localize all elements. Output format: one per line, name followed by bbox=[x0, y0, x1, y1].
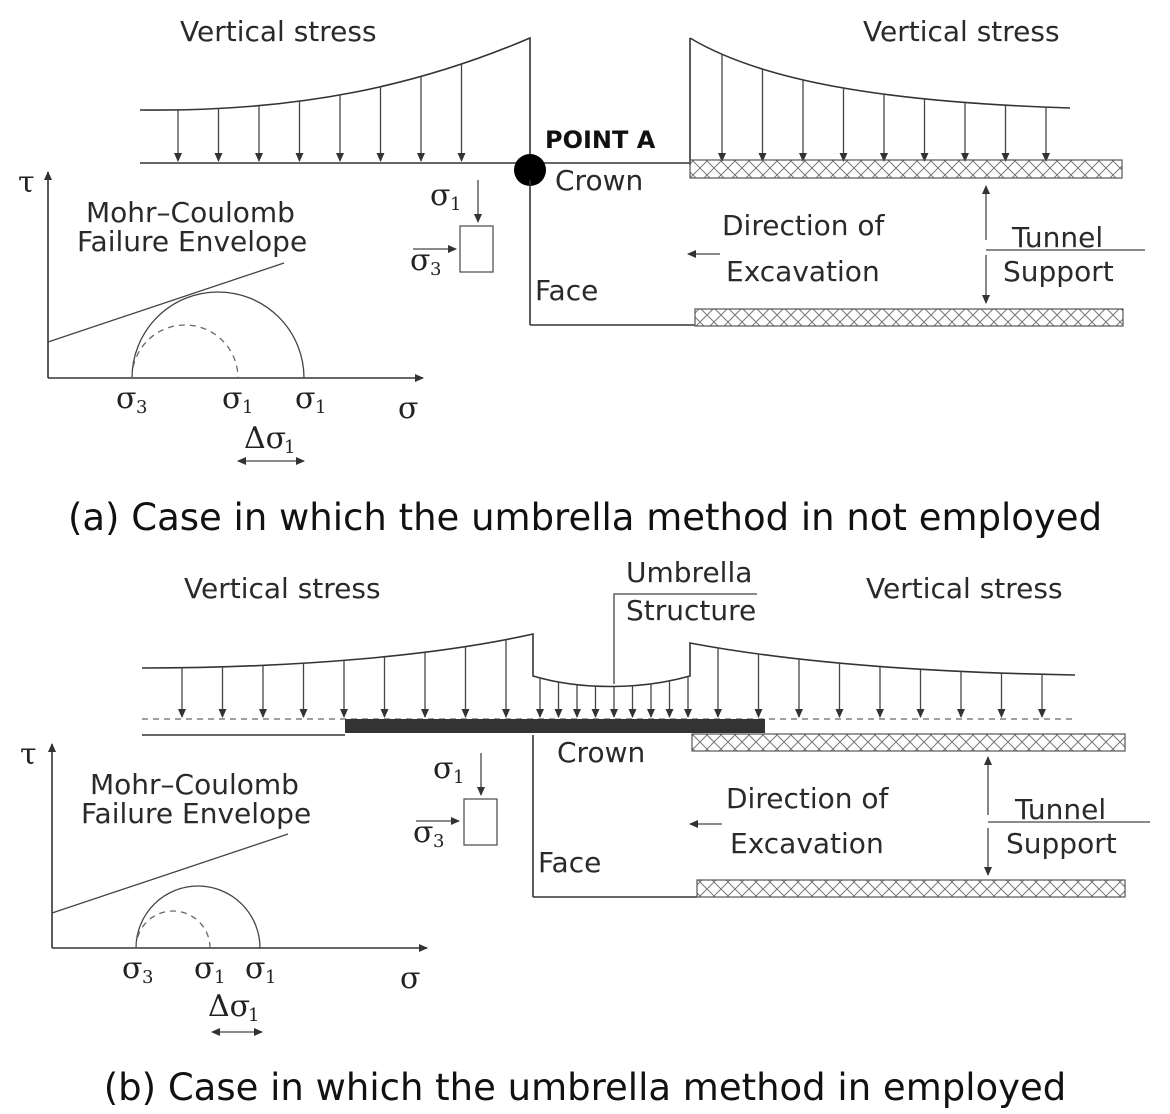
delta-sigma1-symbol: Δσ bbox=[244, 421, 287, 456]
direction-label-line2: Excavation bbox=[730, 827, 884, 860]
mohr-sigma1-prime-subscript: 1 bbox=[315, 397, 327, 418]
umbrella-structure-bar bbox=[345, 719, 765, 733]
mohr-sigma1-prime-symbol: σ bbox=[245, 951, 266, 986]
element-sigma1-subscript: 1 bbox=[453, 767, 465, 788]
element-sigma3-symbol: σ bbox=[413, 815, 434, 850]
stress-arrows-left bbox=[178, 64, 462, 161]
delta-sigma1-subscript: 1 bbox=[248, 1005, 260, 1026]
tunnel-support-top bbox=[690, 160, 1122, 178]
mohr-sigma1-symbol: σ bbox=[194, 951, 215, 986]
mohr-sigma3-symbol: σ bbox=[122, 951, 143, 986]
stress-profile-right bbox=[690, 38, 1070, 165]
mohr-sigma1-symbol: σ bbox=[222, 381, 243, 416]
mohr-circle-small bbox=[132, 325, 238, 378]
support-label-line1: Tunnel bbox=[1015, 793, 1107, 826]
element-sigma1-symbol: σ bbox=[433, 751, 454, 786]
element-sigma3-symbol: σ bbox=[410, 243, 431, 278]
mohr-circle-large bbox=[136, 886, 260, 948]
panel-a bbox=[18, 15, 1145, 539]
envelope-label-line1: Mohr–Coulomb bbox=[90, 768, 299, 801]
face-label: Face bbox=[535, 274, 599, 307]
envelope-label-line2: Failure Envelope bbox=[81, 797, 312, 830]
direction-label-line1: Direction of bbox=[726, 782, 889, 815]
mohr-sigma3-subscript: 3 bbox=[142, 967, 154, 988]
sigma-axis-label: σ bbox=[400, 961, 421, 996]
point-a-label: POINT A bbox=[545, 126, 656, 154]
element-sigma3-subscript: 3 bbox=[430, 259, 442, 280]
stress-arrows-right bbox=[722, 54, 1046, 161]
face-label: Face bbox=[538, 846, 602, 879]
stress-profile bbox=[142, 634, 1075, 687]
crown-label: Crown bbox=[557, 736, 646, 769]
delta-sigma1-subscript: 1 bbox=[284, 437, 296, 458]
mohr-sigma1-prime-subscript: 1 bbox=[265, 967, 277, 988]
tunnel-support-top bbox=[692, 734, 1125, 751]
direction-label-line1: Direction of bbox=[722, 209, 885, 242]
mohr-circle-small bbox=[136, 911, 210, 948]
envelope-label-line2: Failure Envelope bbox=[77, 225, 308, 258]
support-label-line2: Support bbox=[1003, 255, 1114, 288]
umbrella-label-line1: Umbrella bbox=[626, 556, 753, 589]
vertical-stress-label-left: Vertical stress bbox=[184, 572, 381, 605]
mohr-sigma3-subscript: 3 bbox=[136, 397, 148, 418]
tunnel-support-bottom bbox=[695, 309, 1123, 326]
stress-element bbox=[460, 226, 493, 272]
delta-sigma1-symbol: Δσ bbox=[208, 989, 251, 1024]
mohr-sigma1-prime-symbol: σ bbox=[295, 381, 316, 416]
element-sigma3-subscript: 3 bbox=[433, 831, 445, 852]
vertical-stress-label-right: Vertical stress bbox=[866, 572, 1063, 605]
caption-a: (a) Case in which the umbrella method in not employed bbox=[67, 496, 1103, 539]
tau-axis-label: τ bbox=[18, 165, 35, 200]
failure-envelope bbox=[48, 263, 284, 342]
mohr-sigma1-subscript: 1 bbox=[214, 967, 226, 988]
tau-axis-label: τ bbox=[20, 737, 37, 772]
panel-b bbox=[20, 556, 1150, 1109]
element-sigma1-symbol: σ bbox=[430, 178, 451, 213]
support-label-line1: Tunnel bbox=[1012, 221, 1104, 254]
tunnel-support-bottom bbox=[697, 880, 1125, 897]
failure-envelope bbox=[52, 834, 288, 913]
direction-label-line2: Excavation bbox=[726, 255, 880, 288]
vertical-stress-label-left: Vertical stress bbox=[180, 15, 377, 48]
vertical-stress-label-right: Vertical stress bbox=[863, 15, 1060, 48]
stress-profile-left bbox=[140, 38, 530, 165]
umbrella-label-line2: Structure bbox=[626, 594, 757, 627]
envelope-label-line1: Mohr–Coulomb bbox=[86, 196, 295, 229]
support-label-line2: Support bbox=[1006, 827, 1117, 860]
crown-label: Crown bbox=[555, 164, 644, 197]
stress-arrows bbox=[182, 640, 1042, 717]
sigma-axis-label: σ bbox=[398, 391, 419, 426]
caption-b: (b) Case in which the umbrella method in employed bbox=[103, 1066, 1067, 1109]
stress-element bbox=[464, 799, 497, 845]
mohr-sigma1-subscript: 1 bbox=[242, 397, 254, 418]
element-sigma1-subscript: 1 bbox=[450, 194, 462, 215]
mohr-sigma3-symbol: σ bbox=[116, 381, 137, 416]
